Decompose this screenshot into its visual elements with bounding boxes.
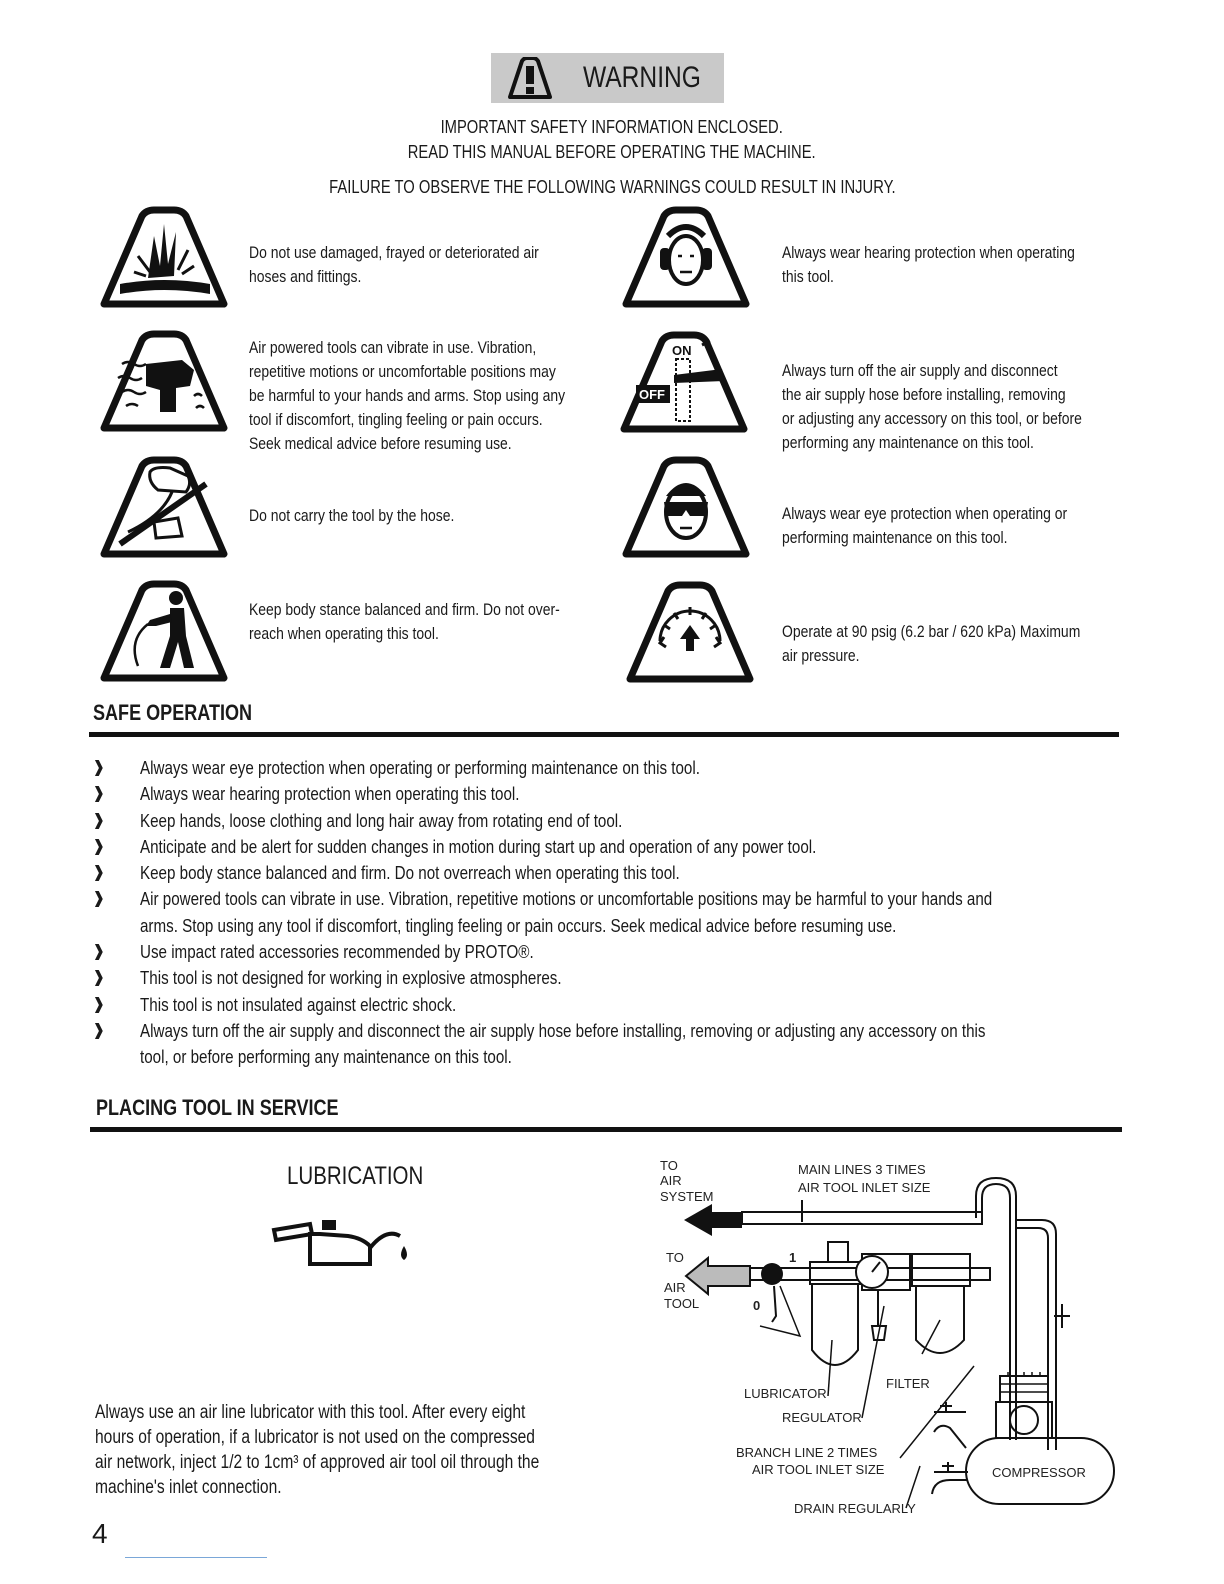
warning-label: WARNING — [582, 61, 701, 94]
intro-line-2: READ THIS MANUAL BEFORE OPERATING THE MACHINE. — [408, 142, 816, 162]
warning-text-damaged-hoses: Do not use damaged, frayed or deteriorated air hoses and fittings. — [249, 243, 539, 286]
branch-line-label: AIR TOOL INLET SIZE — [752, 1462, 885, 1477]
section-rule — [90, 1127, 1122, 1132]
warning-text-carry-by-hose: Do not carry the tool by the hose. — [249, 506, 455, 525]
warning-text-body-stance: Keep body stance balanced and firm. Do not over- reach when operating this tool. — [249, 600, 560, 643]
branch-line-label: BRANCH LINE 2 TIMES — [736, 1445, 878, 1460]
main-lines-label: MAIN LINES 3 TIMES — [798, 1162, 926, 1177]
to-air-system-label: SYSTEM — [660, 1189, 714, 1204]
footer-line — [125, 1557, 267, 1558]
list-item: ❱ Use impact rated accessories recommended by PROTO®. — [92, 939, 1122, 965]
list-item: ❱ Keep hands, loose clothing and long hair away from rotating end of tool. — [92, 808, 1122, 834]
warning-text-eye: Always wear eye protection when operating or performing maintenance on this tool. — [782, 504, 1068, 547]
regulator-label: REGULATOR — [782, 1410, 862, 1425]
drain-label: DRAIN REGULARLY — [794, 1501, 916, 1516]
to-air-tool-label: AIR — [664, 1280, 686, 1295]
warning-text-hearing: Always wear hearing protection when operating this tool. — [782, 243, 1075, 286]
section-rule — [89, 732, 1119, 737]
to-air-tool-label: TO — [666, 1250, 684, 1265]
bullet-arrow-icon: ❱ — [92, 890, 106, 908]
page-number: 4 — [92, 1518, 108, 1549]
safe-operation-title: SAFE OPERATION — [93, 700, 253, 725]
on-label: ON — [672, 343, 692, 358]
warning-triangle-icon — [502, 57, 558, 99]
warning-text-pressure: Operate at 90 psig (6.2 bar / 620 kPa) Maximum air pressure. — [782, 622, 1081, 665]
list-item: ❱ Keep body stance balanced and firm. Do not overreach when operating this tool. — [92, 860, 1122, 886]
lubricator-label: LUBRICATOR — [744, 1386, 827, 1401]
list-item: ❱ This tool is not insulated against electric shock. — [92, 992, 1122, 1018]
list-item: ❱ Always wear eye protection when operating or performing maintenance on this tool. — [92, 755, 1122, 781]
valve-off-label: 0 — [753, 1298, 761, 1313]
bullet-arrow-icon: ❱ — [92, 864, 106, 882]
to-air-tool-label: TOOL — [664, 1296, 700, 1311]
burst-hose-icon — [98, 206, 230, 310]
to-air-system-label: TO — [660, 1158, 678, 1173]
list-item: ❱ Always turn off the air supply and disconnect the air supply hose before installing, removing or adjusting any accessory on this tool, or before performing any maintenance on this tool. — [92, 1018, 1122, 1071]
bullet-arrow-icon: ❱ — [92, 759, 106, 776]
list-item: ❱ This tool is not designed for working in explosive atmospheres. — [92, 965, 1122, 991]
placing-in-service-title: PLACING TOOL IN SERVICE — [96, 1095, 339, 1120]
bullet-arrow-icon: ❱ — [92, 1021, 106, 1039]
safe-operation-list — [92, 755, 1122, 1071]
vibration-icon — [98, 330, 230, 434]
intro-line-1: IMPORTANT SAFETY INFORMATION ENCLOSED. — [440, 117, 784, 137]
valve-on-label: 1 — [789, 1250, 797, 1265]
warning-banner — [491, 53, 724, 103]
list-item: ❱ Air powered tools can vibrate in use. Vibration, repetitive motions or uncomfortable positions may be harmful to your hands and arms. Stop using any tool if discomfort, tingling feeling or pain occurs. Seek medical advice before resuming use. — [92, 886, 1122, 939]
off-label: OFF — [639, 387, 665, 402]
list-item: ❱ Always wear hearing protection when operating this tool. — [92, 781, 1122, 807]
bullet-arrow-icon: ❱ — [92, 943, 106, 961]
lubrication-title: LUBRICATION — [287, 1162, 424, 1190]
lubrication-instructions: Always use an air line lubricator with this tool. After every eight hours of operation, if a lubricator is not used on the compressed air network, inject 1/2 to 1cm³ of approved air tool oil through the machine's inlet connection. — [95, 1402, 540, 1498]
carry-by-hose-icon — [98, 456, 230, 560]
warning-text-vibration: Air powered tools can vibrate in use. Vibration, repetitive motions or uncomfortable positions may be harmful to your hands and arms. Stop using any tool if discomfort, tingling feeling or pain occurs. Seek medical advice before resuming use. — [249, 338, 566, 453]
bullet-arrow-icon: ❱ — [92, 995, 106, 1013]
bullet-arrow-icon: ❱ — [92, 837, 106, 855]
bullet-arrow-icon: ❱ — [92, 785, 106, 803]
bullet-arrow-icon: ❱ — [92, 811, 106, 829]
body-stance-icon — [98, 580, 230, 684]
filter-label: FILTER — [886, 1376, 930, 1391]
compressor-label: COMPRESSOR — [992, 1465, 1086, 1480]
main-lines-label: AIR TOOL INLET SIZE — [798, 1180, 931, 1195]
warning-text-air-supply: Always turn off the air supply and disconnect the air supply hose before installing, removing or adjusting any accessory on this tool, or before performing any maintenance on this tool. — [782, 361, 1082, 452]
list-item: ❱ Anticipate and be alert for sudden changes in motion during start up and operation of any power tool. — [92, 834, 1122, 860]
bullet-arrow-icon: ❱ — [92, 969, 106, 987]
air-system-diagram — [650, 1150, 1130, 1530]
oil-can-icon — [270, 1214, 414, 1276]
to-air-system-label: AIR — [660, 1173, 682, 1188]
intro-line-3: FAILURE TO OBSERVE THE FOLLOWING WARNINGS COULD RESULT IN INJURY. — [328, 177, 896, 197]
